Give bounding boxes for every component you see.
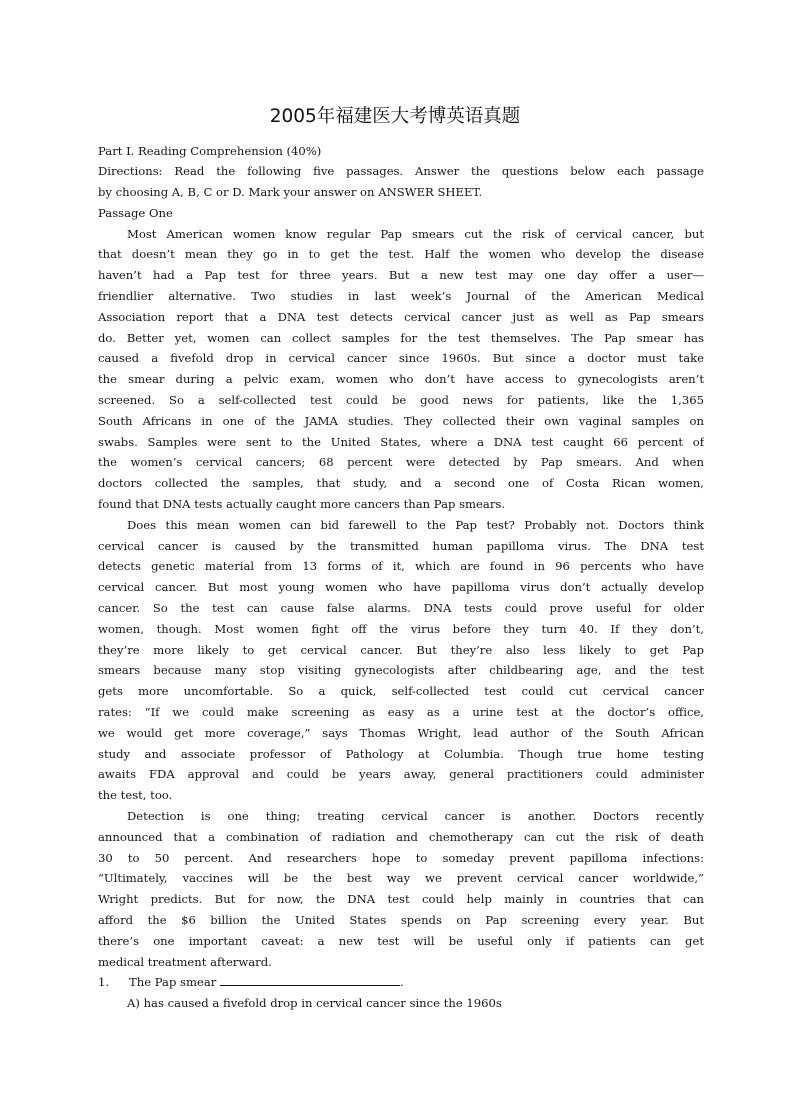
text-line: “Ultimately, vaccines will be the best way we prevent cervical cancer worldwide,”: [98, 871, 704, 886]
text-line: do. Better yet, women can collect samples for the test themselves. The Pap smear has: [98, 330, 704, 345]
passage-label: Passage One: [98, 205, 173, 220]
text-line: we would get more coverage,” says Thomas Wright, lead author of the South African: [98, 725, 704, 740]
text-line: smears because many stop visiting gynecologists after childbearing age, and the test: [98, 663, 704, 678]
part-heading: Part I. Reading Comprehension (40%): [98, 143, 322, 158]
text-line: study and associate professor of Pathology at Columbia. Though true home testing: [98, 746, 704, 761]
paragraph-1: [98, 224, 704, 515]
text-line: afford the $6 billion the United States spends on Pap screening every year. But: [98, 912, 704, 927]
text-line: the smear during a pelvic exam, women who don’t have access to gynecologists aren’t: [98, 372, 704, 387]
text-line: Wright predicts. But for now, the DNA test could help mainly in countries that can: [98, 892, 704, 907]
text-line: announced that a combination of radiation and chemotherapy can cut the risk of death: [98, 829, 704, 844]
text-line: the test, too.: [98, 788, 173, 803]
question-end-punct: .: [400, 975, 404, 990]
question-1: [98, 972, 704, 993]
text-line: swabs. Samples were sent to the United States, where a DNA test caught 66 percent of: [98, 434, 704, 449]
directions-line-1: Directions: Read the following five passages. Answer the questions below each passage: [98, 164, 704, 179]
text-line: found that DNA tests actually caught more cancers than Pap smears.: [98, 497, 506, 512]
text-line: friendlier alternative. Two studies in last week’s Journal of the American Medical: [98, 289, 704, 304]
document-body: [98, 141, 704, 1014]
text-line: the women’s cervical cancers; 68 percent were detected by Pap smears. And when: [98, 455, 704, 470]
text-line: Most American women know regular Pap smears cut the risk of cervical cancer, but: [127, 226, 704, 241]
text-line: women, though. Most women fight off the virus before they turn 40. If they don’t,: [98, 621, 704, 636]
page-title: 2005年福建医大考博英语真题: [269, 106, 521, 127]
text-line: cervical cancer is caused by the transmitted human papilloma virus. The DNA test: [98, 538, 704, 553]
text-line: South Africans in one of the JAMA studies. They collected their own vaginal samples on: [98, 413, 704, 428]
text-line: haven’t had a Pap test for three years. But a new test may one day offer a user—: [98, 268, 704, 283]
question-1-option-a: A) has caused a fivefold drop in cervical cancer since the 1960s: [127, 996, 502, 1011]
text-line: cancer. So the test can cause false alarms. DNA tests could prove useful for older: [98, 601, 704, 616]
text-line: Detection is one thing; treating cervical cancer is another. Doctors recently: [127, 809, 704, 823]
text-line: detects genetic material from 13 forms of it, which are found in 96 percents who have: [98, 559, 704, 574]
text-line: Association report that a DNA test detects cervical cancer just as well as Pap smears: [98, 309, 704, 324]
question-number: 1.: [98, 975, 110, 990]
text-line: they’re more likely to get cervical cancer. But they’re also less likely to get Pap: [98, 642, 704, 657]
text-line: rates: “If we could make screening as easy as a urine test at the doctor’s office,: [98, 705, 704, 720]
text-line: medical treatment afterward.: [98, 954, 272, 969]
text-line: 30 to 50 percent. And researchers hope to someday prevent papilloma infections:: [98, 850, 704, 865]
answer-blank: [220, 972, 400, 986]
text-line: awaits FDA approval and could be years away, general practitioners could administer: [98, 767, 704, 782]
text-line: cervical cancer. But most young women who have papilloma virus don’t actually develop: [98, 580, 704, 595]
text-line: screened. So a self-collected test could be good news for patients, like the 1,365: [98, 393, 704, 408]
paragraph-3: [98, 806, 704, 972]
text-line: Does this mean women can bid farewell to the Pap test? Probably not. Doctors think: [127, 517, 704, 532]
question-stem: The Pap smear: [129, 975, 217, 990]
directions-line-2: by choosing A, B, C or D. Mark your answer on ANSWER SHEET.: [98, 185, 483, 200]
text-line: doctors collected the samples, that study, and a second one of Costa Rican women,: [98, 476, 704, 491]
text-line: caused a fivefold drop in cervical cancer since 1960s. But since a doctor must take: [98, 351, 704, 366]
paragraph-2: [98, 515, 704, 806]
text-line: that doesn’t mean they go in to get the test. Half the women who develop the disease: [98, 247, 704, 262]
text-line: gets more uncomfortable. So a quick, self-collected test could cut cervical cancer: [98, 684, 704, 699]
text-line: there’s one important caveat: a new test will be useful only if patients can get: [98, 933, 704, 948]
